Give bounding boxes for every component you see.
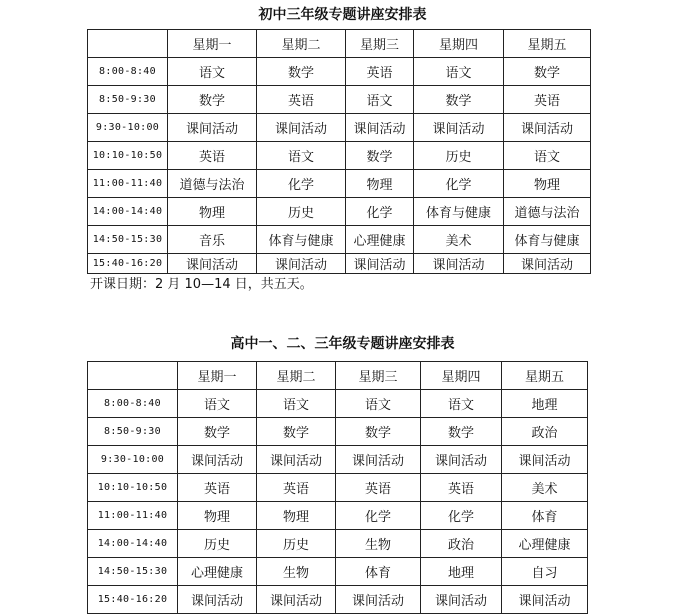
time-cell: 8:00-8:40: [88, 58, 168, 86]
subject-cell: 课间活动: [346, 254, 414, 274]
table-row: [88, 58, 591, 86]
table-row: [88, 502, 588, 530]
subject-cell: 化学: [346, 198, 414, 226]
junior-schedule-title: 初中三年级专题讲座安排表: [258, 7, 427, 23]
senior-schedule-table: [87, 361, 588, 614]
time-cell: 8:50-9:30: [88, 418, 178, 446]
subject-cell: 物理: [504, 170, 591, 198]
header-thursday: 星期四: [414, 30, 504, 58]
subject-cell: 英语: [346, 58, 414, 86]
subject-cell: 物理: [257, 502, 336, 530]
time-cell: 10:10-10:50: [88, 142, 168, 170]
subject-cell: 体育与健康: [504, 226, 591, 254]
subject-cell: 历史: [257, 530, 336, 558]
table-row: [88, 198, 591, 226]
table-row: [88, 226, 591, 254]
header-wednesday: 星期三: [336, 362, 421, 390]
subject-cell: 物理: [346, 170, 414, 198]
header-row: [88, 30, 591, 58]
subject-cell: 历史: [257, 198, 346, 226]
subject-cell: 音乐: [168, 226, 257, 254]
time-cell: 14:50-15:30: [88, 226, 168, 254]
subject-cell: 课间活动: [421, 586, 502, 614]
subject-cell: 课间活动: [178, 446, 257, 474]
table-row: [88, 170, 591, 198]
subject-cell: 自习: [502, 558, 588, 586]
subject-cell: 美术: [502, 474, 588, 502]
time-cell: 11:00-11:40: [88, 502, 178, 530]
subject-cell: 化学: [414, 170, 504, 198]
header-thursday: 星期四: [421, 362, 502, 390]
subject-cell: 课间活动: [414, 254, 504, 274]
header-friday: 星期五: [504, 30, 591, 58]
subject-cell: 体育: [336, 558, 421, 586]
subject-cell: 课间活动: [168, 114, 257, 142]
subject-cell: 语文: [257, 142, 346, 170]
subject-cell: 课间活动: [178, 586, 257, 614]
subject-cell: 体育与健康: [257, 226, 346, 254]
subject-cell: 课间活动: [502, 446, 588, 474]
subject-cell: 数学: [257, 418, 336, 446]
header-monday: 星期一: [168, 30, 257, 58]
header-monday: 星期一: [178, 362, 257, 390]
subject-cell: 英语: [336, 474, 421, 502]
time-cell: 14:00-14:40: [88, 198, 168, 226]
subject-cell: 课间活动: [346, 114, 414, 142]
table-row: [88, 86, 591, 114]
subject-cell: 地理: [502, 390, 588, 418]
subject-cell: 数学: [346, 142, 414, 170]
table-row: [88, 418, 588, 446]
subject-cell: 心理健康: [346, 226, 414, 254]
subject-cell: 历史: [414, 142, 504, 170]
subject-cell: 历史: [178, 530, 257, 558]
table-row: [88, 114, 591, 142]
subject-cell: 化学: [336, 502, 421, 530]
subject-cell: 心理健康: [502, 530, 588, 558]
subject-cell: 语文: [346, 86, 414, 114]
subject-cell: 数学: [336, 418, 421, 446]
table-row: [88, 586, 588, 614]
table-row: [88, 530, 588, 558]
time-cell: 10:10-10:50: [88, 474, 178, 502]
header-tuesday: 星期二: [257, 30, 346, 58]
header-friday: 星期五: [502, 362, 588, 390]
subject-cell: 英语: [504, 86, 591, 114]
subject-cell: 课间活动: [257, 254, 346, 274]
senior-schedule-title: 高中一、二、三年级专题讲座安排表: [230, 336, 455, 352]
table-row: [88, 254, 591, 274]
subject-cell: 课间活动: [336, 586, 421, 614]
subject-cell: 英语: [257, 86, 346, 114]
subject-cell: 课间活动: [504, 114, 591, 142]
subject-cell: 生物: [257, 558, 336, 586]
junior-schedule-table: [87, 29, 591, 274]
course-date-note: 开课日期：2 月 10—14 日，共五天。: [90, 277, 313, 292]
header-row: [88, 362, 588, 390]
subject-cell: 体育与健康: [414, 198, 504, 226]
subject-cell: 课间活动: [504, 254, 591, 274]
table-row: [88, 446, 588, 474]
subject-cell: 政治: [502, 418, 588, 446]
subject-cell: 课间活动: [257, 446, 336, 474]
subject-cell: 课间活动: [336, 446, 421, 474]
subject-cell: 课间活动: [257, 114, 346, 142]
subject-cell: 数学: [414, 86, 504, 114]
subject-cell: 数学: [257, 58, 346, 86]
subject-cell: 数学: [168, 86, 257, 114]
header-tuesday: 星期二: [257, 362, 336, 390]
time-cell: 8:50-9:30: [88, 86, 168, 114]
subject-cell: 语文: [168, 58, 257, 86]
header-wednesday: 星期三: [346, 30, 414, 58]
table-row: [88, 474, 588, 502]
subject-cell: 语文: [336, 390, 421, 418]
subject-cell: 体育: [502, 502, 588, 530]
time-cell: 14:50-15:30: [88, 558, 178, 586]
subject-cell: 数学: [504, 58, 591, 86]
subject-cell: 英语: [421, 474, 502, 502]
subject-cell: 地理: [421, 558, 502, 586]
time-cell: 15:40-16:20: [88, 254, 168, 274]
time-cell: 9:30-10:00: [88, 114, 168, 142]
corner-cell: [88, 362, 178, 390]
subject-cell: 英语: [257, 474, 336, 502]
table-row: [88, 558, 588, 586]
time-cell: 14:00-14:40: [88, 530, 178, 558]
subject-cell: 道德与法治: [504, 198, 591, 226]
table-row: [88, 390, 588, 418]
subject-cell: 课间活动: [168, 254, 257, 274]
subject-cell: 英语: [178, 474, 257, 502]
subject-cell: 物理: [178, 502, 257, 530]
time-cell: 9:30-10:00: [88, 446, 178, 474]
subject-cell: 语文: [257, 390, 336, 418]
time-cell: 15:40-16:20: [88, 586, 178, 614]
subject-cell: 数学: [178, 418, 257, 446]
time-cell: 8:00-8:40: [88, 390, 178, 418]
subject-cell: 课间活动: [257, 586, 336, 614]
corner-cell: [88, 30, 168, 58]
subject-cell: 英语: [168, 142, 257, 170]
subject-cell: 物理: [168, 198, 257, 226]
subject-cell: 语文: [421, 390, 502, 418]
subject-cell: 化学: [421, 502, 502, 530]
subject-cell: 政治: [421, 530, 502, 558]
subject-cell: 美术: [414, 226, 504, 254]
time-cell: 11:00-11:40: [88, 170, 168, 198]
subject-cell: 语文: [178, 390, 257, 418]
subject-cell: 数学: [421, 418, 502, 446]
subject-cell: 语文: [414, 58, 504, 86]
subject-cell: 心理健康: [178, 558, 257, 586]
subject-cell: 课间活动: [414, 114, 504, 142]
table-row: [88, 142, 591, 170]
subject-cell: 化学: [257, 170, 346, 198]
subject-cell: 课间活动: [502, 586, 588, 614]
subject-cell: 生物: [336, 530, 421, 558]
subject-cell: 语文: [504, 142, 591, 170]
subject-cell: 道德与法治: [168, 170, 257, 198]
subject-cell: 课间活动: [421, 446, 502, 474]
